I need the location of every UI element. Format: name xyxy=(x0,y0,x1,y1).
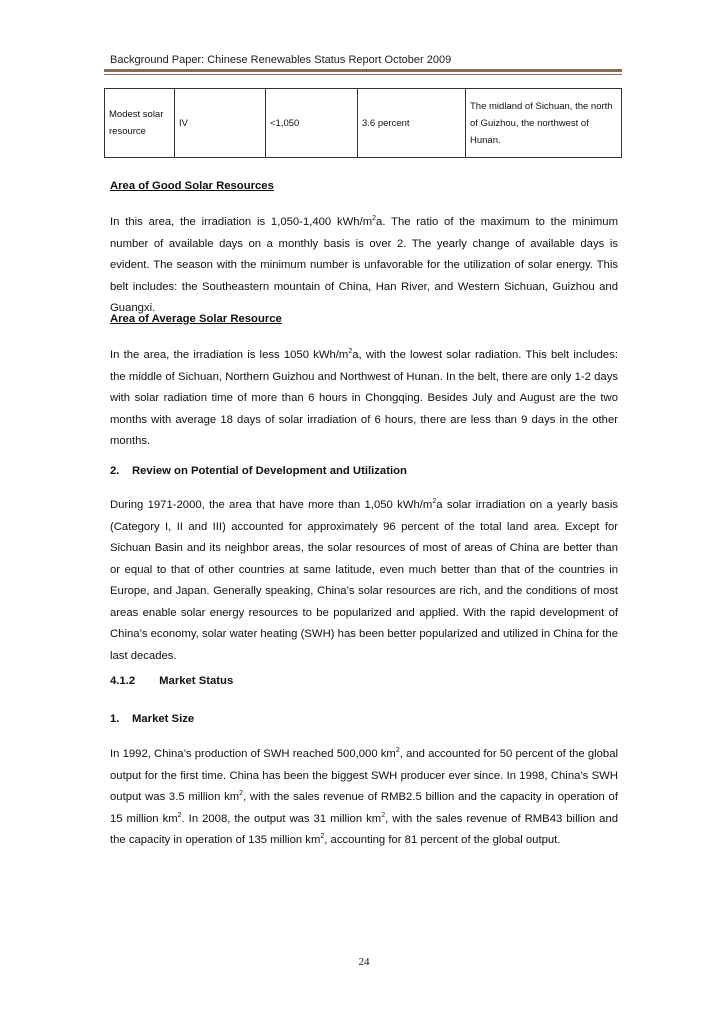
heading-market-status xyxy=(110,675,233,687)
heading-average-solar: Area of Average Solar Resource xyxy=(110,313,282,325)
heading-market-size: 1. Market Size xyxy=(110,713,195,725)
text-span: , with the sales revenue of RMB43 billion and the capacity in operation of 135 million km xyxy=(110,812,619,846)
superscript: 2 xyxy=(395,747,400,754)
text-span: . In 2008, the output was 31 million km xyxy=(181,812,382,825)
superscript: 2 xyxy=(177,811,182,819)
text-span: During 1971-2000, the area that have more than 1,050 kWh/m xyxy=(110,499,433,511)
section-number: 4.1.2 xyxy=(110,675,136,687)
heading-good-solar: Area of Good Solar Resources xyxy=(110,180,274,192)
text-span: In the area, the irradiation is less 1050 kWh/m xyxy=(110,349,349,361)
superscript: 2 xyxy=(432,498,437,505)
page-number: 24 xyxy=(358,956,370,968)
text-span: In this area, the irradiation is 1,050-1,400 kWh/m xyxy=(110,216,373,228)
text-span: a. The ratio of the maximum to the minimum number of available days on a monthly basis is over 2. The yearly change of available days is evident. The season with the minimum number is unfavorable for the utilization of solar energy. This belt includes: the Southeastern mountain of China, Han River, and Western Sichuan, Guizhou and Guangxi. xyxy=(110,216,618,314)
header-rule xyxy=(104,69,622,72)
text-span: , and accounted for 50 percent of the global output for the first time. China has been the biggest SWH producer ever since. In 1998, China’s SWH output was 3.5 million km xyxy=(110,748,618,803)
paragraph-good-solar xyxy=(110,212,618,320)
paragraph-review xyxy=(110,495,618,667)
header-rule-thin xyxy=(104,74,622,75)
table-row xyxy=(105,89,622,158)
table-cell-zone: IV xyxy=(175,89,266,158)
solar-resource-table xyxy=(104,88,622,158)
text-span: , accounting for 81 percent of the global output. xyxy=(324,834,561,846)
superscript: 2 xyxy=(348,348,353,355)
page-header: Background Paper: Chinese Renewables Status Report October 2009 xyxy=(110,54,452,66)
paragraph-average-solar xyxy=(110,345,618,453)
table-cell-category: Modest solar resource xyxy=(105,89,175,158)
table-cell-regions: The midland of Sichuan, the north of Guizhou, the northwest of Hunan. xyxy=(466,89,622,158)
text-span: , with the sales revenue of RMB2.5 billion and the capacity in operation of 15 million km xyxy=(110,791,618,825)
text-span: a, with the lowest solar radiation. This belt includes: the middle of Sichuan, Northern Guizhou and Northwest of Hunan. In the belt, there are only 1-2 days with solar radiation time of more than 6 hours in Chongqing. Besides July and August are the two months with average 18 days of solar irradiation of 6 hours, there are less than 9 days in the other months. xyxy=(110,349,618,447)
text-span: a solar irradiation on a yearly basis (Category I, II and III) accounted for approximately 96 percent of the total land area. Except for Sichuan Basin and its neighbor areas, the solar resources of most of areas of China are better than or equal to that of other countries at same latitude, even much better than that of the countries in Europe, and Japan. Generally speaking, China’s solar resources are rich, and the conditions of most areas enable solar energy resources to be popularized and applied. With the rapid development of China’s economy, solar water heating (SWH) has been better popularized and utilized in China for the last decades. xyxy=(110,499,618,662)
heading-review: 2. Review on Potential of Development and Utilization xyxy=(110,465,407,477)
superscript: 2 xyxy=(381,811,386,819)
table-cell-share: 3.6 percent xyxy=(358,89,466,158)
paragraph-market-size xyxy=(110,744,618,852)
table-cell-irradiation: <1,050 xyxy=(266,89,358,158)
superscript: 2 xyxy=(239,790,244,797)
text-span: In 1992, China’s production of SWH reached 500,000 km xyxy=(110,748,396,760)
superscript: 2 xyxy=(372,215,377,222)
superscript: 2 xyxy=(320,833,325,840)
section-title: Market Status xyxy=(159,675,234,687)
